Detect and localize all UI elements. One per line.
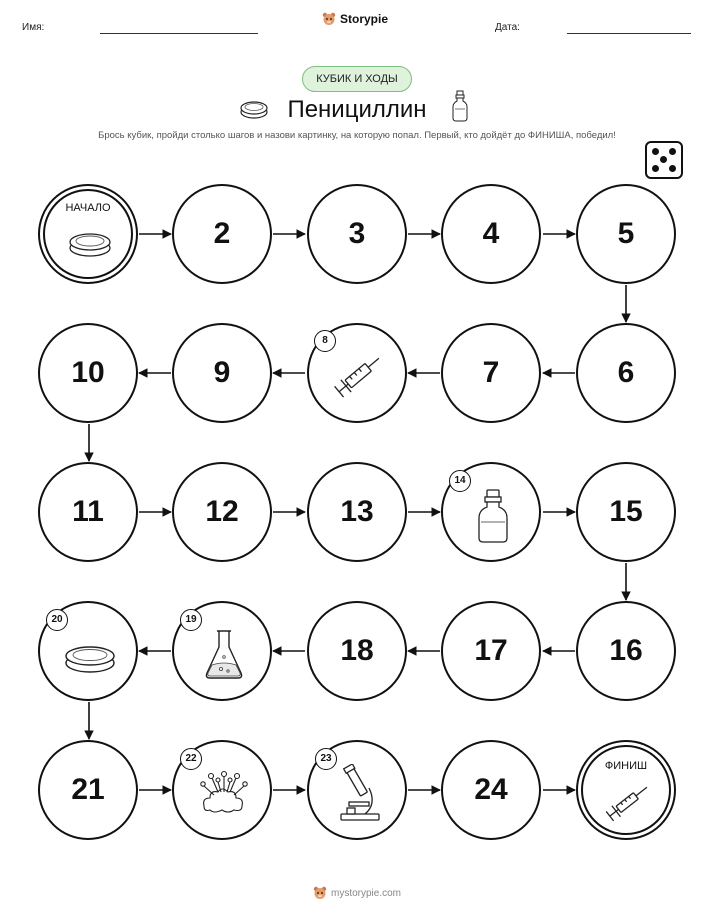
flask-icon bbox=[202, 627, 246, 681]
syringe-icon bbox=[602, 778, 654, 826]
cell-number: 6 bbox=[617, 356, 635, 389]
cell-number: 9 bbox=[213, 356, 231, 389]
cell-number: 13 bbox=[340, 495, 374, 528]
board-cell-15 bbox=[576, 462, 676, 562]
vial-icon bbox=[475, 488, 511, 544]
board-cell-21 bbox=[38, 740, 138, 840]
cell-number: 10 bbox=[71, 356, 105, 389]
board-cell-finish bbox=[576, 740, 676, 840]
board-cell-16 bbox=[576, 601, 676, 701]
cell-number-badge: 20 bbox=[46, 609, 68, 631]
board-cell-4 bbox=[441, 184, 541, 284]
footer bbox=[0, 886, 714, 900]
cell-number-badge: 14 bbox=[449, 470, 471, 492]
board-cell-24 bbox=[441, 740, 541, 840]
name-label: Имя: bbox=[22, 22, 45, 33]
brand-name: Storypie bbox=[340, 12, 389, 26]
board-cell-3 bbox=[307, 184, 407, 284]
board-cell-9 bbox=[172, 323, 272, 423]
cell-number: 12 bbox=[205, 495, 239, 528]
page-title: Пенициллин bbox=[287, 96, 427, 123]
board-cell-start bbox=[38, 184, 138, 284]
cell-number: 7 bbox=[482, 356, 500, 389]
board-cell-7 bbox=[441, 323, 541, 423]
start-label: НАЧАЛО bbox=[65, 202, 111, 214]
cell-number-badge: 23 bbox=[315, 748, 337, 770]
cell-number: 16 bbox=[609, 634, 643, 667]
cell-number: 11 bbox=[72, 495, 104, 528]
microscope-icon bbox=[335, 764, 385, 822]
cell-number: 3 bbox=[348, 217, 366, 250]
board-cell-11 bbox=[38, 462, 138, 562]
cell-number-badge: 19 bbox=[180, 609, 202, 631]
board-cell-6 bbox=[576, 323, 676, 423]
board-cell-18 bbox=[307, 601, 407, 701]
syringe-icon bbox=[329, 345, 389, 405]
finish-label: ФИНИШ bbox=[604, 760, 648, 772]
instructions: Брось кубик, пройди столько шагов и назови картинку, на которую попал. Первый, кто дойдёт до ФИНИША, победил! bbox=[98, 130, 616, 141]
board-cell-5 bbox=[576, 184, 676, 284]
cell-number: 21 bbox=[71, 773, 105, 806]
game-type-badge: КУБИК И ХОДЫ bbox=[302, 66, 412, 92]
board-cell-17 bbox=[441, 601, 541, 701]
board-cell-12 bbox=[172, 462, 272, 562]
cell-number: 18 bbox=[340, 634, 374, 667]
date-label: Дата: bbox=[495, 22, 520, 33]
cell-number: 17 bbox=[474, 634, 508, 667]
cell-number: 24 bbox=[474, 773, 508, 806]
board-cell-10 bbox=[38, 323, 138, 423]
board-cell-2 bbox=[172, 184, 272, 284]
cell-number: 15 bbox=[609, 495, 643, 528]
cell-number: 4 bbox=[482, 217, 500, 250]
board-cell-13 bbox=[307, 462, 407, 562]
mold-icon bbox=[194, 762, 254, 822]
footer-url: mystorypie.com bbox=[330, 887, 401, 899]
cell-number-badge: 8 bbox=[314, 330, 336, 352]
petri-dish-icon bbox=[62, 637, 118, 677]
bear-logo-icon bbox=[313, 886, 327, 900]
cell-number-badge: 22 bbox=[180, 748, 202, 770]
cell-number: 5 bbox=[617, 217, 635, 250]
cell-number: 2 bbox=[213, 217, 231, 250]
petri-dish-icon bbox=[66, 222, 114, 262]
